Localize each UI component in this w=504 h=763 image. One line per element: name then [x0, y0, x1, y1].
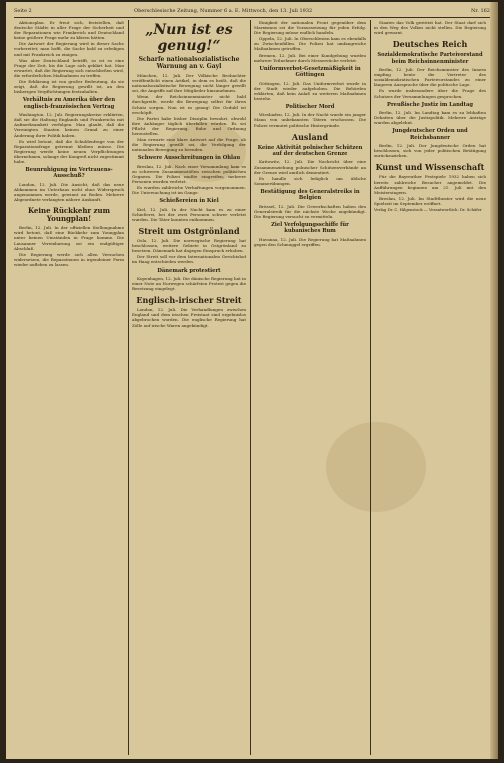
article-heading: Sozialdemokratische Parteivorstand beim Reichsinnenminister [377, 52, 483, 65]
article-paragraph: Havanna, 12. Juli. Die Regierung hat Maßnahmen gegen den Schmuggel ergriffen. [254, 236, 366, 247]
article-paragraph: Es wurden zahlreiche Verhaftungen vorgenommen. Die Untersuchung ist im Gange. [132, 185, 246, 196]
article-heading: Preußische Justiz im Landtag [387, 101, 473, 108]
article-paragraph: Aktionsplan. Er freut sich, feststellen, daß deutsche Städte in aller Frage der Sicherheit und der Reparationen wie Frankreich und Deutschland keine größere Frage mehr zu klären hätten. [14, 20, 124, 41]
article-paragraph: Für die Bayreuther Festspiele 1932 haben sich bereits zahlreiche Besucher angemeldet. Die Aufführungen beginnen am 21. Juli mit den Meistersingern. [374, 174, 486, 195]
section-heading: Deutsches Reich [392, 39, 468, 50]
column-4 [374, 20, 486, 755]
issue-number: Nr. 162 [471, 8, 490, 14]
article-paragraph: Es wurde insbesondere über die Frage des Schutzes der Versammlungen gesprochen. [374, 88, 486, 99]
article-paragraph: Kopenhagen, 12. Juli. Die dänische Regierung hat in einer Note an Norwegen schärfsten Protest gegen die Besetzung eingelegt. [132, 275, 246, 292]
article-paragraph: Es handle sich lediglich um übliche Sommerübungen. [254, 175, 366, 186]
article-heading: Beunruhigung im Vertrauens-Ausschuß? [25, 167, 113, 180]
article-paragraph: Brüssel, 12. Juli. Die Gewerkschaften haben den Generalstreik für die nächste Woche angekündigt. Die Regierung versucht zu vermitteln. [254, 203, 366, 219]
article-paragraph: Berlin, 12. Juli. Der Jungdeutsche Orden hat beschlossen, sich von jeder politischen Betätigung zurückzuziehen. [374, 143, 486, 159]
article-paragraph: Göttingen, 12. Juli. Das Uniformverbot wurde in der Stadt wieder aufgehoben. Die Behörden erklärten, daß kein Anlaß zu weiteren Maßnahmen bestehe. [254, 80, 366, 101]
article-heading-large: Keine Rückkehr zum Youngplan! [27, 206, 111, 224]
imprint: Verlag Dr. C. Hilgenstock — Verantwortlich: Dr. Schäfer [374, 207, 482, 212]
article-paragraph: Die Erklärung ist von großer Bedeutung, da sie zeigt, daß die Regierung gewillt ist, an den bisherigen Verpflichtungen festzuhalten. [14, 79, 124, 95]
article-heading: Verhältnis zu Amerika über den englisch-französischen Vertrag [22, 97, 116, 110]
article-paragraph: Die Antwort der Regierung wird in dieser Sache vorbereitet; man hofft, die Sache bald zu erledigen und mit Frankreich zu einigen. [14, 41, 124, 57]
article-paragraph: Einigkeit der nationalen Front gegenüber dem Marxismus sei die Voraussetzung für jeden Erfolg. Die Regierung müsse endlich handeln. [254, 20, 366, 36]
article-heading: Schwere Ausschreitungen in Ohlau [137, 155, 241, 162]
article-paragraph: Bremen, 12. Juli. Bei einer Kundgebung wurden mehrere Teilnehmer durch Messerstiche verletzt. [254, 52, 366, 63]
article-paragraph: Berlin, 12. Juli. In der offiziellen Stellungnahme wird betont, daß eine Rückkehr zum Youngplan unter keinen Umständen in Frage komme. Die Lausanner Vereinbarung sei ein endgültiger Abschluß. [14, 225, 124, 251]
article-paragraph: Oslo, 12. Juli. Die norwegische Regierung hat beschlossen, weitere Gebiete in Ostgrönland zu besetzen. Dänemark hat dagegen Einspruch erhoben. [132, 238, 246, 254]
lead-headline: „Nun ist es genug!“ [145, 22, 233, 54]
column-rule [250, 20, 251, 755]
article-paragraph: London, 12. Juli. Die Ansicht, daß das neue Abkommen im Unterhaus nicht ohne Widerspruch angenommen werde, gewinnt an Boden. Mehrere Abgeordnete verlangten nähere Auskunft. [14, 181, 124, 203]
article-paragraph: Die Regierung werde sich allen Versuchen widersetzen, die Reparationen in irgendeiner Form wieder aufleben zu lassen. [14, 251, 124, 267]
article-paragraph: Man erwarte eine klare Antwort auf die Frage, ob die Regierung gewillt sei, die Verfolgung der nationalen Bewegung zu beenden. [132, 137, 246, 153]
section-heading: Englisch-irischer Streit [136, 295, 242, 306]
article-paragraph: Staates das Volk gestützt hat. Der Staat darf sich in den Weg des Volkes nicht stellen. Die Regierung wird gewarnt. [374, 20, 486, 36]
article-paragraph: Breslau, 12. Juli. Im Stadttheater wird die neue Spielzeit im September eröffnet. [374, 195, 486, 206]
page-number: Seite 2 [14, 8, 32, 14]
column-3 [254, 20, 366, 755]
article-paragraph: Kattowitz, 12. Juli. Die Nachricht über eine Zusammenziehung polnischer Schützenverbände an der Grenze wird amtlich dementiert. [254, 159, 366, 175]
page-fold-shadow [490, 2, 498, 759]
section-heading: Ausland [291, 131, 329, 142]
article-paragraph: Oppeln, 12. Juli. In Oberschlesien kam es ebenfalls zu Zwischenfällen. Die Polizei hat umfangreiche Maßnahmen getroffen. [254, 36, 366, 52]
article-paragraph: Breslau, 12. Juli. Nach einer Versammlung kam es zu schweren Zusammenstößen zwischen politischen Gegnern. Die Polizei mußte eingreifen; mehrere Personen wurden verletzt. [132, 163, 246, 185]
section-heading: Kunst und Wissenschaft [375, 162, 485, 173]
article-paragraph: Die Partei habe bisher Disziplin bewahrt, obwohl ihre Anhänger täglich überfallen würden. Es sei Pflicht der Regierung, Ruhe und Ordnung herzustellen. [132, 115, 246, 137]
lead-subheadline: Scharfe nationalsozialistische Warnung an v. Gayl [138, 56, 240, 70]
article-paragraph: Berlin, 12. Juli. Im Landtag kam es zu lebhaften Debatten über die Justizpolitik. Mehrere Anträge wurden abgelehnt. [374, 110, 486, 126]
column-rule [128, 20, 129, 755]
article-heading: Bestätigung des Generalstreiks in Belgien [260, 188, 360, 202]
article-paragraph: Es wird betont, daß die Schuldenfrage von der Reparationsfrage getrennt bleiben müsse. Die Regierung werde keine neuen Verpflichtungen übernehmen, solange der Kongreß nicht zugestimmt habe. [14, 138, 124, 164]
article-paragraph: Wenn der Reichsinnenminister nicht bald durchgreife, werde die Bewegung selbst für ihren Schutz sorgen. Nun ist es genug! Die Geduld ist erschöpft. [132, 94, 246, 115]
article-paragraph: Wiesbaden, 12. Juli. In der Nacht wurde ein junger Mann von unbekannten Tätern erschossen. Die Polizei vermutet politische Hintergründe. [254, 112, 366, 128]
article-paragraph: London, 12. Juli. Die Verhandlungen zwischen England und dem irischen Freistaat sind ergebnislos abgebrochen worden. Die englische Regierung hat Zölle auf irische Waren angekündigt. [132, 307, 246, 328]
article-heading: Jungdeutscher Orden und Reichsbanner [392, 128, 468, 141]
article-paragraph: Berlin, 12. Juli. Der Reichsminister des Innern empfing heute die Vertreter des sozialdemokratischen Parteivorstandes zu einer längeren Aussprache über die politische Lage. [374, 67, 486, 88]
article-heading: Uniformverbot-Gesetzmäßigkeit in Göttingen [259, 65, 361, 79]
column-rule [370, 20, 371, 755]
article-heading: Keine Aktivität polnischer Schützen auf der deutschen Grenze [257, 144, 363, 158]
masthead-line: Oberschlesische Zeitung, Nummer 6 a. E. Mittwoch, den 13. Juli 1932 [134, 8, 313, 14]
article-paragraph: München, 12. Juli. Der Völkische Beobachter veröffentlicht einen Artikel, in dem es heißt, daß die nationalsozialistische Bewegung nicht länger gewillt sei, die Angriffe auf ihre Mitglieder hinzunehmen. [132, 73, 246, 94]
article-paragraph: Der Streit soll vor dem Internationalen Gerichtshof im Haag entschieden werden. [132, 254, 246, 265]
column-2 [132, 20, 246, 755]
article-paragraph: Kiel, 12. Juli. In der Nacht kam es zu einer Schießerei, bei der zwei Personen schwer verletzt wurden. Die Täter konnten entkommen. [132, 206, 246, 222]
header-rule [14, 17, 490, 18]
article-heading: Schießereien in Kiel [159, 198, 219, 205]
article-heading: Dänemark protestiert [157, 267, 221, 274]
newspaper-page [6, 2, 498, 759]
article-paragraph: Washington, 12. Juli. Regierungskreise erklärten, daß sie die Haltung Englands und Frankreichs mit Aufmerksamkeit verfolgen. Man glaubt, daß die Vereinigten Staaten keinen Grund zu einer Änderung ihrer Politik haben. [14, 112, 124, 138]
section-heading: Streit um Ostgrönland [138, 226, 240, 237]
column-1 [14, 20, 124, 755]
article-heading: Politischer Mord [285, 103, 335, 110]
article-paragraph: Was aber Deutschland betrifft, so ist es eine Frage der Zeit, bis die Lage sich geklärt hat. Man erwartet, daß die Regierung sich entschließen wird, die erforderlichen Maßnahmen zu treffen. [14, 57, 124, 78]
article-heading: Ziel Verfolgungsschiffe für kubanisches Rum [271, 222, 349, 235]
